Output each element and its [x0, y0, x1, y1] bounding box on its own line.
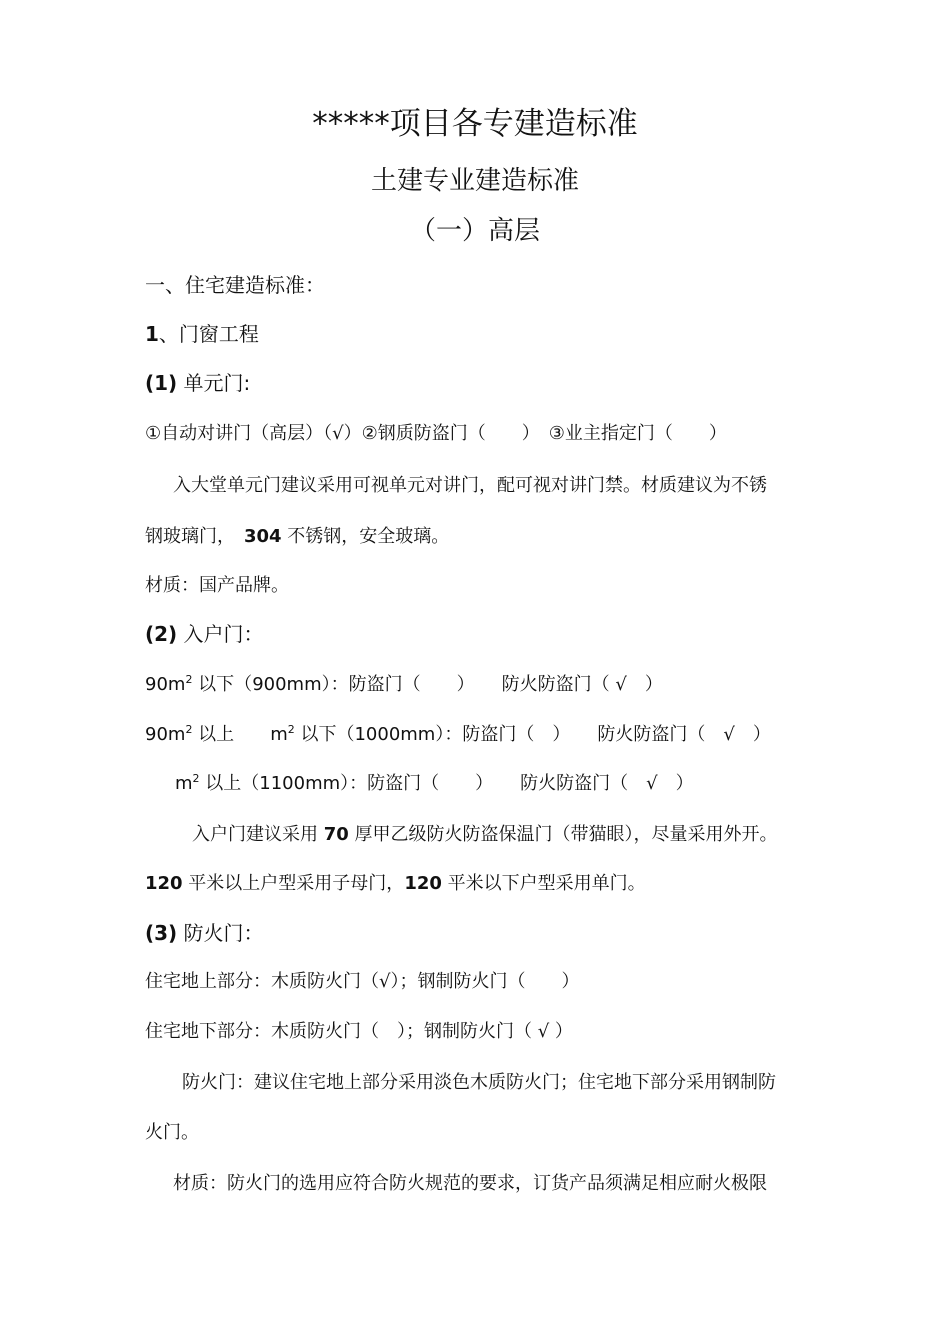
unit-door-options: ①自动对讲门（高层）（√）②钢质防盗门（ ） ③业主指定门（ ）: [145, 423, 727, 444]
subheading-unit-door: [145, 371, 250, 395]
fire-door-desc-1: 防火门：建议住宅地上部分采用淡色木质防火门；住宅地下部分采用钢制防: [182, 1072, 776, 1093]
text-run: m: [270, 724, 288, 745]
entry-door-row-3: [175, 772, 694, 796]
text-run: 钢玻璃门，: [145, 526, 244, 547]
text-run: 90m: [145, 724, 186, 745]
entry-door-row-2: [145, 723, 771, 747]
subheading-number: (2): [145, 622, 178, 646]
entry-door-desc-2: [145, 872, 646, 896]
text-run: 以下（: [192, 674, 253, 695]
text-run: 90m: [145, 674, 186, 695]
unit-door-material: 材质：国产品牌。: [145, 575, 289, 596]
heading-text: 、门窗工程: [158, 322, 259, 346]
heading-number: 1: [145, 322, 159, 346]
unit-door-desc-2: [145, 525, 449, 549]
subheading-label: 入户门：: [177, 622, 264, 646]
text-run-bold: 70: [323, 824, 349, 845]
text-run: ）：防盗门（ ） 防火防盗门（ √ ）: [321, 674, 663, 695]
subheading-number: (1): [145, 371, 178, 395]
text-run: 900mm: [252, 674, 322, 695]
text-run: ）：防盗门（ ） 防火防盗门（ √ ）: [340, 773, 694, 794]
text-run: 入户门建议采用: [192, 824, 324, 845]
subheading-label: 单元门:: [177, 371, 251, 395]
text-run: 以上: [192, 724, 271, 745]
superscript: 2: [287, 723, 295, 736]
text-run: 以下（: [294, 724, 355, 745]
subheading-number: (3): [145, 921, 178, 945]
heading-residential-standard: 一、住宅建造标准：: [145, 273, 325, 297]
text-run: ）：防盗门（ ） 防火防盗门（ √ ）: [435, 724, 771, 745]
fire-door-below-ground: 住宅地下部分：木质防火门（ ）；钢制防火门（ √ ）: [145, 1021, 573, 1042]
document-subtitle: 土建专业建造标准: [370, 166, 579, 196]
entry-door-row-1: [145, 673, 663, 697]
text-run: 1000mm: [354, 724, 436, 745]
superscript: 2: [192, 772, 200, 785]
text-run: 不锈钢，安全玻璃。: [281, 526, 450, 547]
fire-door-above-ground: 住宅地上部分：木质防火门（√）；钢制防火门（ ）: [145, 971, 580, 992]
text-run: 1100mm: [259, 773, 341, 794]
text-run: 平米以上户型采用子母门，: [182, 873, 405, 894]
entry-door-desc-1: [192, 823, 778, 847]
text-run: m: [175, 773, 193, 794]
fire-door-desc-2: 火门。: [145, 1122, 199, 1143]
text-run: 平米以下户型采用单门。: [441, 873, 646, 894]
text-run: 厚甲乙级防火防盗保温门（带猫眼），尽量采用外开。: [348, 824, 778, 845]
unit-door-desc-1: 入大堂单元门建议采用可视单元对讲门，配可视对讲门禁。材质建议为不锈: [173, 475, 767, 496]
superscript: 2: [185, 673, 193, 686]
text-run: 以上（: [199, 773, 260, 794]
subheading-fire-door: [145, 921, 264, 945]
text-run-bold: 120: [145, 873, 183, 894]
superscript: 2: [185, 723, 193, 736]
subheading-entry-door: [145, 622, 264, 646]
heading-doors-windows: [145, 322, 259, 346]
text-run-bold: 120: [404, 873, 442, 894]
fire-door-material: 材质：防火门的选用应符合防火规范的要求，订货产品须满足相应耐火极限: [173, 1173, 767, 1194]
text-run-bold: 304: [244, 526, 282, 547]
section-tag: （一）高层: [409, 216, 540, 246]
document-title: *****项目各专建造标准: [312, 106, 638, 142]
subheading-label: 防火门：: [177, 921, 264, 945]
